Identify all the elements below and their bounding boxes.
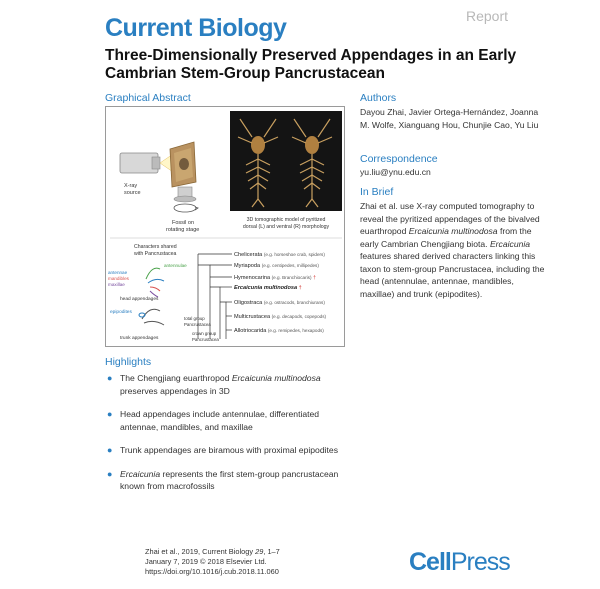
- fossil-label-1: Fossil on: [172, 220, 195, 226]
- article-title: Three-Dimensionally Preserved Appendages in an Early Cambrian Stem-Group Pancrustacean: [105, 47, 517, 82]
- xray-label-1: X-ray: [124, 183, 138, 189]
- graphical-abstract-heading: Graphical Abstract: [105, 92, 191, 104]
- svg-text:Allotriocarida (e.g. remipedes: Allotriocarida (e.g. remipedes, hexapods): [234, 328, 324, 334]
- in-brief-segment: features shared derived characters linking this taxon to stem-group Pancrustacea, including the head (antennulae, antennae, mandibles, maxillae) and trunk (epipodites).: [360, 251, 545, 299]
- total-group-label-1: total group: [184, 316, 205, 321]
- highlight-item: ● Ercaicunia represents the first stem-group pancrustacean known from macrofossils: [107, 468, 339, 491]
- svg-text:Chelicerata (e.g. horseshoe cr: Chelicerata (e.g. horseshoe crab, spiders): [234, 252, 325, 258]
- xray-source-icon: [120, 152, 176, 174]
- xray-label-2: source: [124, 190, 141, 196]
- model-caption-1: 3D tomographic model of pyritized: [246, 217, 326, 223]
- model-caption-2: dorsal (L) and ventral (R) morphology: [242, 224, 330, 230]
- graphical-abstract-svg: [106, 107, 345, 347]
- characters-label-1: Characters shared: [134, 244, 177, 250]
- head-part-antennae: antennae: [108, 270, 128, 275]
- crown-group-label-1: crown group: [192, 331, 217, 336]
- total-group-label-2: Pancrustacea: [184, 322, 211, 327]
- highlight-item: ● The Chengjiang euarthropod Ercaicunia multinodosa preserves appendages in 3D: [107, 373, 321, 396]
- head-appendages-label: head appendages: [120, 297, 159, 302]
- citation: [145, 547, 280, 577]
- taxon-hymenocarina: [234, 275, 316, 281]
- characters-label-2: with Pancrustacea: [134, 251, 177, 257]
- svg-text:Hymenocarina (e.g. Branchiocar: Hymenocarina (e.g. Branchiocaris) †: [234, 275, 317, 281]
- taxon-chelicerata: [234, 252, 325, 258]
- highlight-item: ● Head appendages include antennulae, differentiated antennae, mandibles, and maxillae: [107, 409, 320, 432]
- head-part-antennulae: antennulae: [164, 263, 187, 268]
- graphical-abstract-figure: [105, 106, 345, 347]
- article-type-label: Report: [466, 8, 509, 24]
- authors-heading: Authors: [360, 92, 397, 104]
- crown-group-label-2: Pancrustacea: [192, 337, 219, 342]
- trunk-appendages-label: trunk appendages: [120, 336, 159, 341]
- highlights-heading: Highlights: [105, 356, 152, 368]
- taxon-allotriocarida: [234, 328, 324, 334]
- citation-doi[interactable]: https://doi.org/10.1016/j.cub.2018.11.060: [145, 567, 279, 576]
- head-appendages-icon: [146, 268, 164, 297]
- in-brief-segment: Ercaicunia: [489, 238, 531, 249]
- svg-text:Oligostraca (e.g. ostracods, b: Oligostraca (e.g. ostracods, branchiurans): [234, 300, 325, 306]
- in-brief-text: [360, 200, 550, 300]
- taxon-oligostraca: [234, 300, 325, 306]
- taxon-myriapoda: [234, 263, 319, 269]
- taxon-multicrustacea: [234, 314, 326, 320]
- highlights-list: [105, 372, 355, 504]
- in-brief-segment: Zhai et al. use X-ray computed tomography to reveal the pyritized appendages of the bivalved euarthropod: [360, 201, 540, 236]
- in-brief-segment: from the early Cambrian Chengjiang biota.: [360, 226, 532, 249]
- correspondence-email[interactable]: yu.liu@ynu.edu.cn: [360, 167, 431, 177]
- trunk-appendages-icon: [139, 309, 164, 325]
- citation-line-2: January 7, 2019 © 2018 Elsevier Ltd.: [145, 557, 267, 566]
- svg-text:Ercaicunia multinodosa †: Ercaicunia multinodosa †: [234, 285, 302, 291]
- in-brief-heading: In Brief: [360, 186, 394, 198]
- cellpress-logo: CellPress: [409, 548, 510, 576]
- journal-title: Current Biology: [105, 14, 287, 42]
- head-part-maxillae: maxillae: [108, 282, 125, 287]
- in-brief-segment: Ercaicunia multinodosa: [408, 226, 498, 236]
- svg-text:Myriapoda (e.g. centipedes, mi: Myriapoda (e.g. centipedes, millipedes): [234, 263, 319, 269]
- head-part-mandibles: mandibles: [108, 276, 129, 281]
- fossil-label-2: rotating stage: [166, 227, 200, 233]
- authors-list: Dayou Zhai, Javier Ortega-Hernández, Joanna M. Wolfe, Xianguang Hou, Chunjie Cao, Yu Liu: [360, 107, 539, 130]
- correspondence-heading: Correspondence: [360, 153, 438, 165]
- svg-text:Multicrustacea (e.g. decapods,: Multicrustacea (e.g. decapods, copepods): [234, 314, 327, 320]
- citation-line-1: Zhai et al., 2019, Current Biology 29, 1–7: [145, 547, 280, 556]
- taxon-ercaicunia: [234, 285, 302, 291]
- fossil-sample-icon: [170, 142, 198, 212]
- highlight-item: ● Trunk appendages are biramous with proximal epipodites: [107, 445, 338, 455]
- epipodites-label: epipodites: [110, 310, 132, 315]
